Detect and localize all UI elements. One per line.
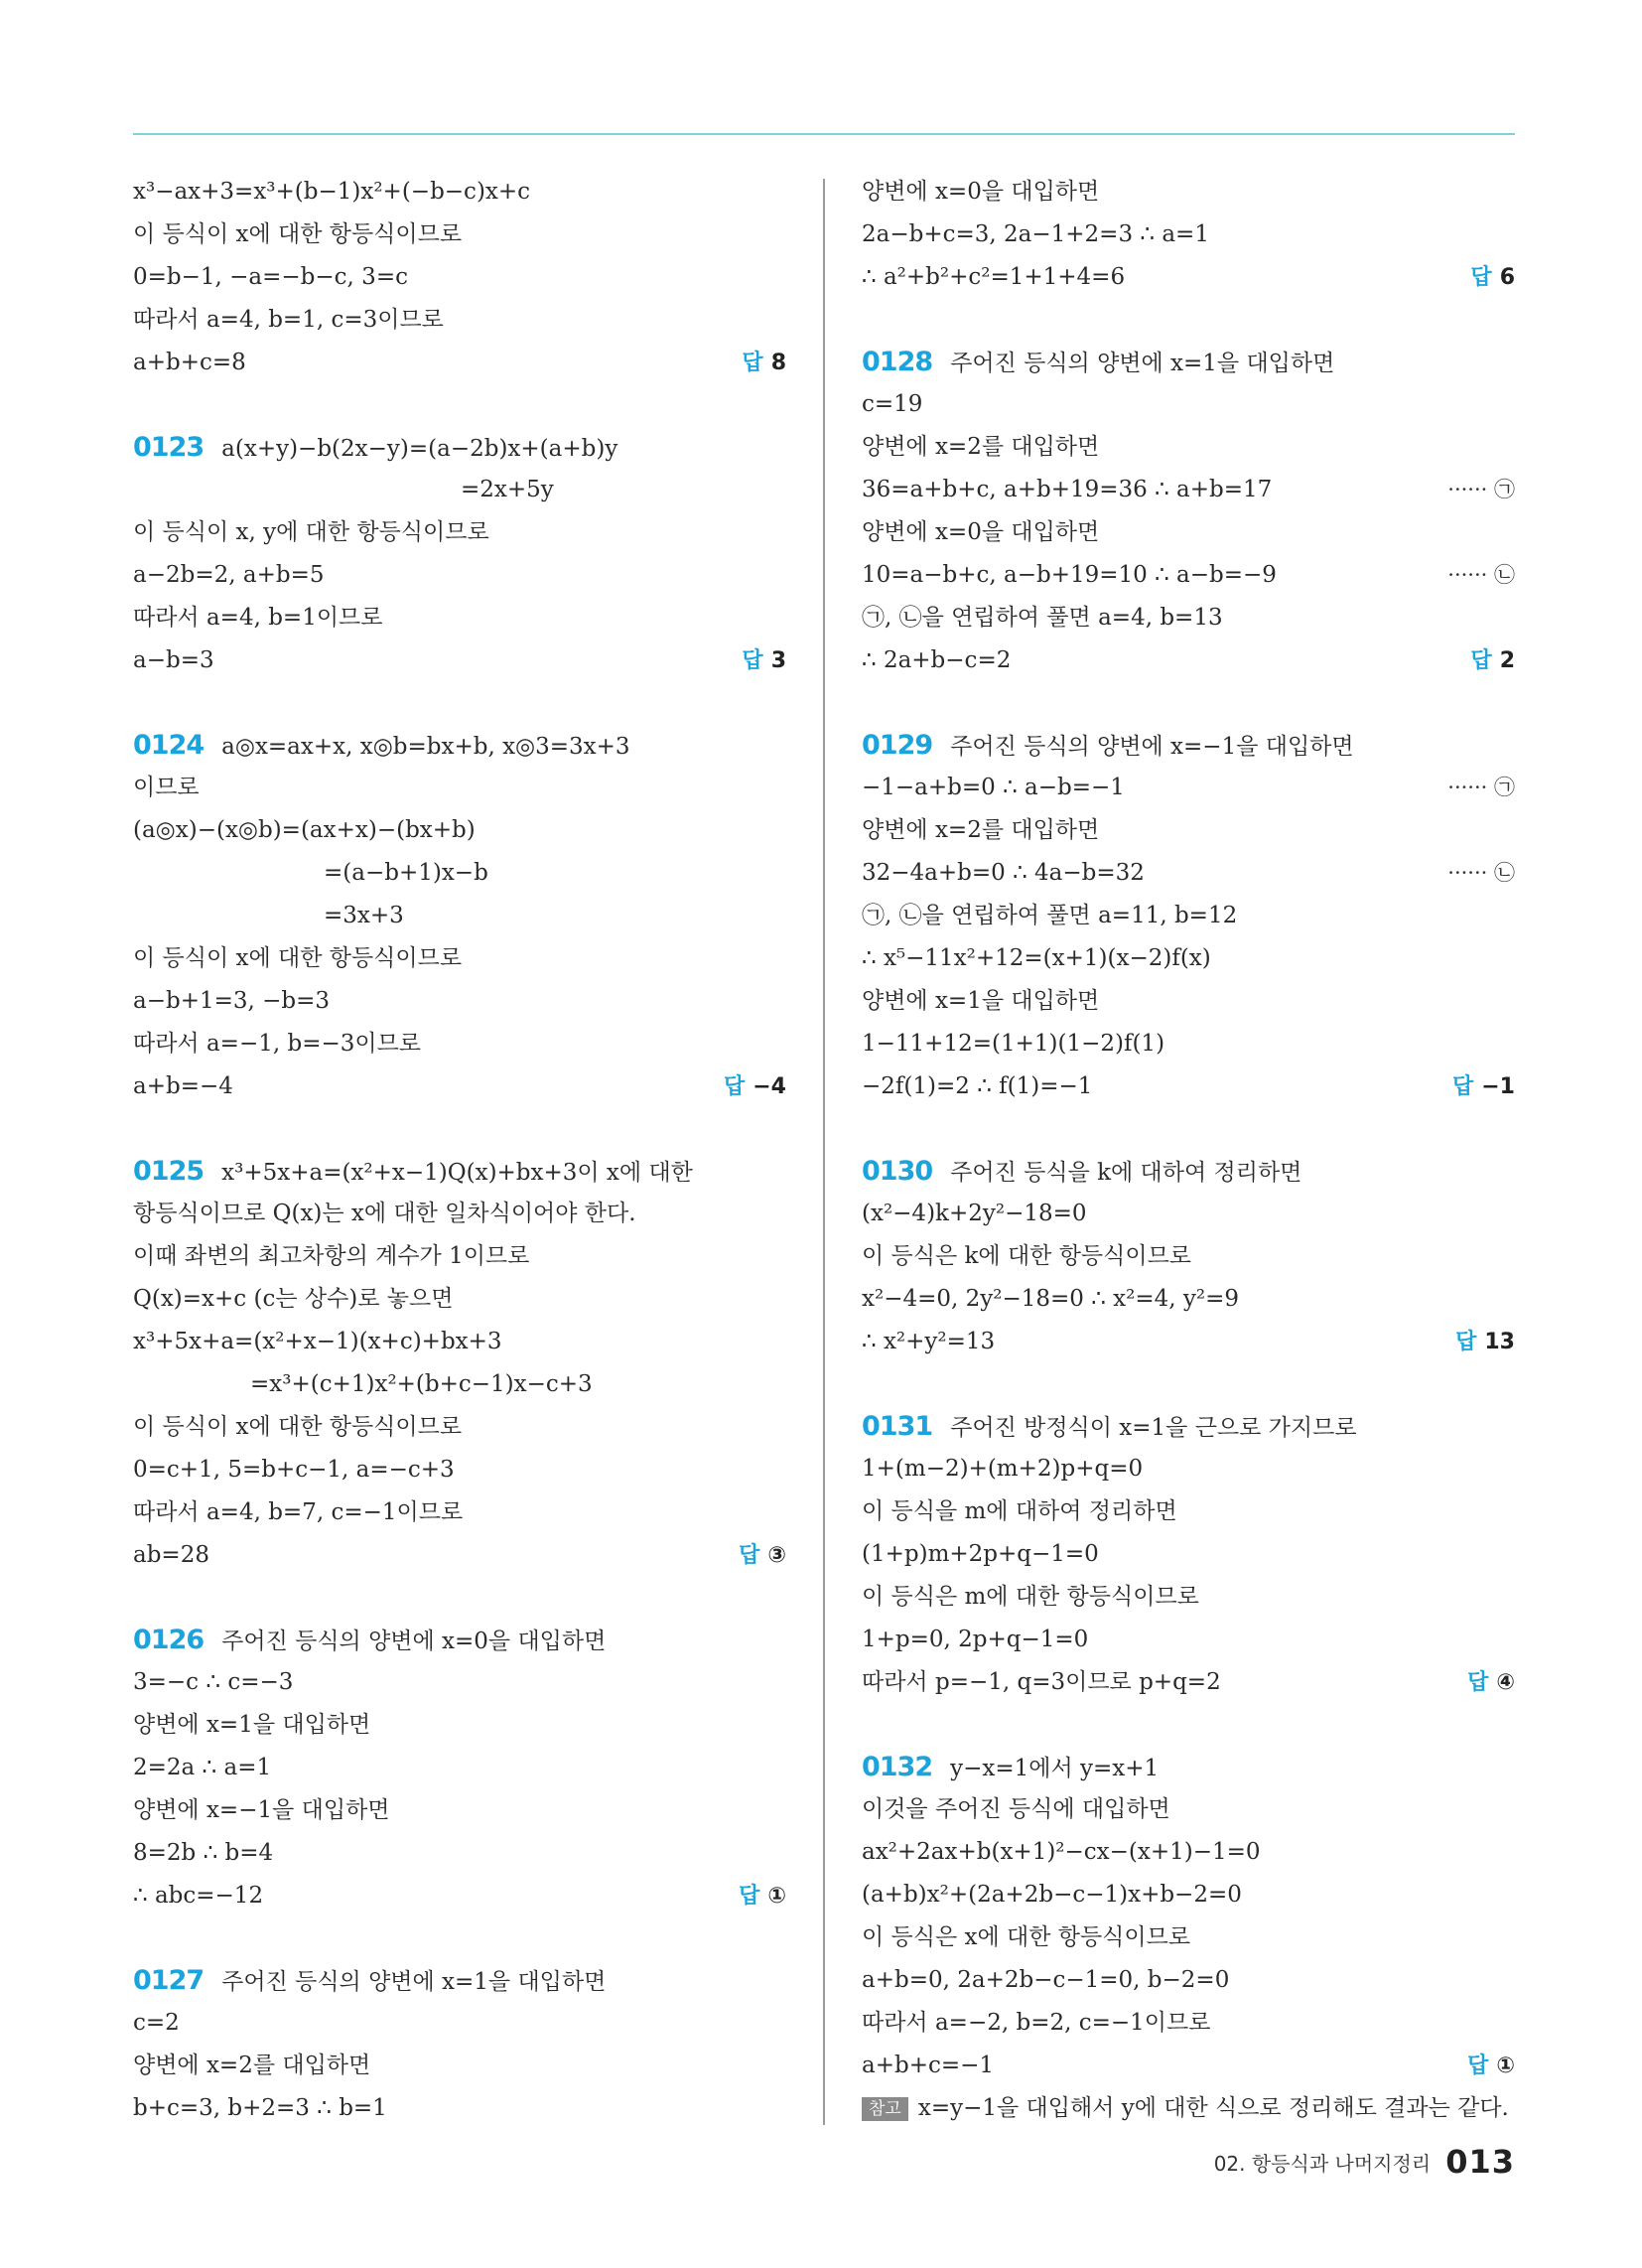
answer [742,342,786,384]
line-text: 주어진 등식의 양변에 x=1을 대입하면 [221,1969,607,1995]
solution-line [133,511,786,554]
line-text: 주어진 방정식이 x=1을 근으로 가지므로 [950,1415,1357,1441]
answer [1452,1065,1515,1108]
line-text: 주어진 등식의 양변에 x=1을 대입하면 [950,351,1335,376]
solution-line [862,1405,1515,1448]
line-text: 이 등식이 x, y에 대한 항등식이므로 [133,519,489,545]
line-text: 양변에 x=2를 대입하면 [133,2053,371,2078]
chapter-title: 02. 항등식과 나머지정리 [1213,2151,1432,2176]
line-text: 1+(m−2)+(m+2)p+q=0 [862,1456,1144,1482]
answer-label: 답 [742,648,763,673]
solution-line [133,1704,786,1747]
answer [742,639,786,682]
answer-value: 13 [1484,1330,1515,1354]
line-text: a+b=0, 2a+2b−c−1=0, b−2=0 [862,1967,1230,1993]
solution-line [133,895,786,937]
solution-line [133,1406,786,1449]
line-text: ㉠, ㉡을 연립하여 풀면 a=4, b=13 [862,605,1223,631]
solution-line [862,724,1515,767]
answer [1470,639,1515,682]
solution-line [862,767,1515,809]
answer-label: 답 [739,1543,760,1568]
line-text: c=19 [862,391,923,417]
answer [1467,2045,1515,2087]
solution-line [133,1959,786,2002]
solution-line [133,1661,786,1704]
solution-line [133,767,786,809]
line-text: x=y−1을 대입해서 y에 대한 식으로 정리해도 결과는 같다. [917,2095,1509,2121]
solution-line [862,980,1515,1023]
solution-block [133,171,786,384]
line-text: a◎x=ax+x, x◎b=bx+b, x◎3=3x+3 [221,734,630,760]
answer-value: 3 [770,648,786,673]
solution-line [862,1321,1515,1363]
solution-line [862,597,1515,639]
solution-line [133,213,786,256]
line-text: a+b+c=8 [133,350,246,375]
problem-number: 0127 [133,1965,205,1996]
line-text: 이 등식은 m에 대한 항등식이므로 [862,1584,1199,1610]
solution-block [862,171,1515,299]
solution-line [133,1449,786,1491]
answer-value: ① [1496,2054,1515,2078]
solution-block [133,1150,786,1577]
solution-line [133,2045,786,2087]
line-text: 양변에 x=2를 대입하면 [862,817,1100,843]
line-text: 2=2a ∴ a=1 [133,1755,272,1780]
solution-line [862,1916,1515,1959]
solution-line [133,469,786,511]
line-text: 8=2b ∴ b=4 [133,1840,274,1866]
solution-line [862,1150,1515,1193]
line-text: 따라서 a=−1, b=−3이므로 [133,1031,422,1057]
solution-line [862,469,1515,511]
solution-line [862,171,1515,213]
solution-block [133,1959,786,2130]
page-footer [1214,2143,1515,2181]
line-text: a−b+1=3, −b=3 [133,988,331,1014]
line-text: 따라서 a=4, b=1, c=3이므로 [133,307,444,333]
line-text: a−2b=2, a+b=5 [133,562,325,588]
solution-block [862,1405,1515,1704]
line-text: ab=28 [133,1542,209,1568]
solution-line [862,1788,1515,1831]
line-text: 32−4a+b=0 ∴ 4a−b=32 [862,860,1145,886]
right-column [862,171,1515,2172]
line-text: −2f(1)=2 ∴ f(1)=−1 [862,1073,1093,1099]
line-text: a(x+y)−b(2x−y)=(a−2b)x+(a+b)y [221,436,618,462]
line-text: 양변에 x=0을 대입하면 [862,179,1100,205]
problem-number: 0130 [862,1156,933,1187]
line-text: 양변에 x=0을 대입하면 [862,519,1100,545]
solution-line [862,2002,1515,2045]
problem-number: 0132 [862,1752,933,1782]
solution-line [133,2002,786,2045]
solution-block [133,724,786,1108]
solution-line [862,383,1515,426]
line-text: ∴ x²+y²=13 [862,1329,996,1354]
solution-line [133,1491,786,1534]
solution-line [862,809,1515,852]
solution-line [862,2087,1515,2130]
column-divider [823,179,825,2125]
solution-line [862,639,1515,682]
line-text: c=2 [133,2010,180,2036]
equation-marker: ······ ㉡ [1447,861,1515,885]
line-text: (a◎x)−(x◎b)=(ax+x)−(bx+b) [133,817,476,843]
equation-marker: ······ ㉠ [1447,776,1515,799]
line-text: 따라서 p=−1, q=3이므로 p+q=2 [862,1669,1221,1695]
line-text: 양변에 x=1을 대입하면 [862,988,1100,1014]
answer-value: ③ [767,1543,786,1568]
solution-line [133,1534,786,1577]
line-text: 이 등식이 x에 대한 항등식이므로 [133,221,463,247]
solution-line [862,426,1515,469]
solution-line [133,937,786,980]
line-text: 이 등식은 k에 대한 항등식이므로 [862,1243,1192,1269]
solution-line [133,2087,786,2130]
answer [739,1534,786,1577]
line-text: x³−ax+3=x³+(b−1)x²+(−b−c)x+c [133,179,531,205]
answer-label: 답 [1451,1074,1474,1099]
line-text: 10=a−b+c, a−b+19=10 ∴ a−b=−9 [862,562,1277,588]
solution-line [133,852,786,895]
answer-label: 답 [1470,648,1492,673]
line-text: 1−11+12=(1+1)(1−2)f(1) [862,1031,1165,1057]
answer [1470,256,1515,299]
solution-line [133,171,786,213]
answer [739,1875,786,1917]
line-text: 이것을 주어진 등식에 대입하면 [862,1796,1170,1822]
solution-line [862,1235,1515,1278]
line-text: 양변에 x=1을 대입하면 [133,1712,371,1738]
solution-block [862,1746,1515,2130]
answer [724,1065,786,1108]
line-text: 0=b−1, −a=−b−c, 3=c [133,264,408,290]
solution-line [133,256,786,299]
line-text: =x³+(c+1)x²+(b+c−1)x−c+3 [250,1371,593,1397]
line-text: ㉠, ㉡을 연립하여 풀면 a=11, b=12 [862,903,1238,928]
line-text: ∴ 2a+b−c=2 [862,647,1012,673]
solution-line [133,1150,786,1193]
answer-value: −4 [753,1074,786,1099]
solution-block [862,1150,1515,1363]
line-text: (a+b)x²+(2a+2b−c−1)x+b−2=0 [862,1882,1242,1908]
line-text: 이 등식이 x에 대한 항등식이므로 [133,945,463,971]
line-text: x³+5x+a=(x²+x−1)Q(x)+bx+3이 x에 대한 [221,1160,693,1186]
line-text: 주어진 등식을 k에 대하여 정리하면 [950,1160,1302,1186]
line-text: a−b=3 [133,647,214,673]
line-text: 주어진 등식의 양변에 x=−1을 대입하면 [950,734,1354,760]
line-text: x³+5x+a=(x²+x−1)(x+c)+bx+3 [133,1329,502,1354]
line-text: 1+p=0, 2p+q−1=0 [862,1627,1089,1652]
answer-value: 8 [770,351,786,375]
solution-line [133,426,786,469]
solution-line [862,1661,1515,1704]
answer-label: 답 [742,351,763,375]
line-text: Q(x)=x+c (c는 상수)로 놓으면 [133,1286,454,1312]
line-text: 이 등식을 m에 대하여 정리하면 [862,1498,1177,1524]
solution-line [133,1747,786,1789]
solution-line [133,1023,786,1065]
line-text: −1−a+b=0 ∴ a−b=−1 [862,775,1125,800]
answer-label: 답 [1455,1330,1477,1354]
line-text: 양변에 x=−1을 대입하면 [133,1797,390,1823]
line-text: 이 등식이 x에 대한 항등식이므로 [133,1414,463,1440]
line-text: =3x+3 [324,903,404,928]
solution-line [862,1193,1515,1235]
line-text: 이 등식은 x에 대한 항등식이므로 [862,1924,1191,1950]
solution-line [133,342,786,384]
solution-block [133,1619,786,1917]
solution-line [862,1619,1515,1661]
solution-line [133,597,786,639]
solution-line [862,1023,1515,1065]
solution-line [862,1448,1515,1490]
solution-line [133,299,786,342]
problem-number: 0123 [133,432,205,463]
solution-line [133,639,786,682]
solution-line [862,852,1515,895]
line-text: ∴ abc=−12 [133,1883,264,1909]
line-text: 이므로 [133,775,200,800]
problem-number: 0131 [862,1411,933,1442]
answer-value: 6 [1499,265,1515,290]
solution-line [862,511,1515,554]
line-text: =(a−b+1)x−b [324,860,488,886]
answer-value: ④ [1496,1670,1515,1695]
page-number: 013 [1445,2143,1515,2181]
answer-value: 2 [1499,648,1515,673]
solution-line [862,895,1515,937]
line-text: x²−4=0, 2y²−18=0 ∴ x²=4, y²=9 [862,1286,1240,1312]
line-text: 0=c+1, 5=b+c−1, a=−c+3 [133,1457,455,1483]
answer-value: −1 [1481,1074,1515,1099]
solution-line [862,341,1515,383]
line-text: ∴ x⁵−11x²+12=(x+1)(x−2)f(x) [862,945,1211,971]
equation-marker: ······ ㉠ [1447,478,1515,501]
line-text: ax²+2ax+b(x+1)²−cx−(x+1)−1=0 [862,1839,1261,1865]
answer-value: ① [767,1884,786,1909]
line-text: ∴ a²+b²+c²=1+1+4=6 [862,264,1126,290]
solution-line [133,554,786,597]
solution-line [133,724,786,767]
line-text: 이때 좌변의 최고차항의 계수가 1이므로 [133,1243,530,1269]
problem-number: 0125 [133,1156,205,1187]
line-text: 36=a+b+c, a+b+19=36 ∴ a+b=17 [862,477,1273,502]
solution-line [862,554,1515,597]
solution-line [862,1746,1515,1788]
solution-line [133,1193,786,1235]
solution-line [862,1065,1515,1108]
line-text: a+b+c=−1 [862,2053,995,2078]
solution-line [133,1278,786,1321]
solution-line [862,1576,1515,1619]
line-text: 2a−b+c=3, 2a−1+2=3 ∴ a=1 [862,221,1209,247]
solution-line [133,809,786,852]
line-text: 따라서 a=4, b=1이므로 [133,605,383,631]
left-column [133,171,786,2172]
solution-line [862,937,1515,980]
solution-line [862,1959,1515,2002]
line-text: y−x=1에서 y=x+1 [950,1756,1160,1781]
solution-line [862,2045,1515,2087]
solution-line [133,1235,786,1278]
solution-line [862,1533,1515,1576]
equation-marker: ······ ㉡ [1447,563,1515,587]
line-text: 따라서 a=4, b=7, c=−1이므로 [133,1499,464,1525]
line-text: =2x+5y [461,477,554,502]
solution-line [862,256,1515,299]
answer-label: 답 [723,1074,746,1099]
top-rule [133,133,1515,135]
solution-block [862,724,1515,1108]
solution-line [862,1278,1515,1321]
note-tag: 참고 [862,2097,908,2121]
solution-line [133,1875,786,1917]
solution-line [133,1065,786,1108]
solution-line [133,1363,786,1406]
line-text: b+c=3, b+2=3 ∴ b=1 [133,2095,387,2121]
line-text: 양변에 x=2를 대입하면 [862,434,1100,460]
line-text: (1+p)m+2p+q−1=0 [862,1541,1099,1567]
solution-line [862,1831,1515,1874]
solution-block [133,426,786,682]
solution-line [133,1789,786,1832]
line-text: a+b=−4 [133,1073,233,1099]
line-text: 항등식이므로 Q(x)는 x에 대한 일차식이어야 한다. [133,1201,636,1226]
solution-block [862,341,1515,682]
solution-line [133,1619,786,1661]
solution-line [133,980,786,1023]
line-text: 주어진 등식의 양변에 x=0을 대입하면 [221,1629,607,1654]
solution-line [133,1321,786,1363]
line-text: 따라서 a=−2, b=2, c=−1이므로 [862,2010,1211,2036]
problem-number: 0129 [862,730,933,761]
answer-label: 답 [1467,1670,1489,1695]
problem-number: 0128 [862,347,933,377]
solution-line [862,1490,1515,1533]
problem-number: 0126 [133,1625,205,1655]
answer-label: 답 [1470,265,1492,290]
answer [1467,1661,1515,1704]
answer-label: 답 [1467,2054,1489,2078]
answer [1455,1321,1515,1363]
solution-line [133,1832,786,1875]
solution-line [862,213,1515,256]
problem-number: 0124 [133,730,205,761]
solution-line [862,1874,1515,1916]
answer-label: 답 [739,1884,760,1909]
line-text: (x²−4)k+2y²−18=0 [862,1201,1087,1226]
line-text: 3=−c ∴ c=−3 [133,1669,294,1695]
